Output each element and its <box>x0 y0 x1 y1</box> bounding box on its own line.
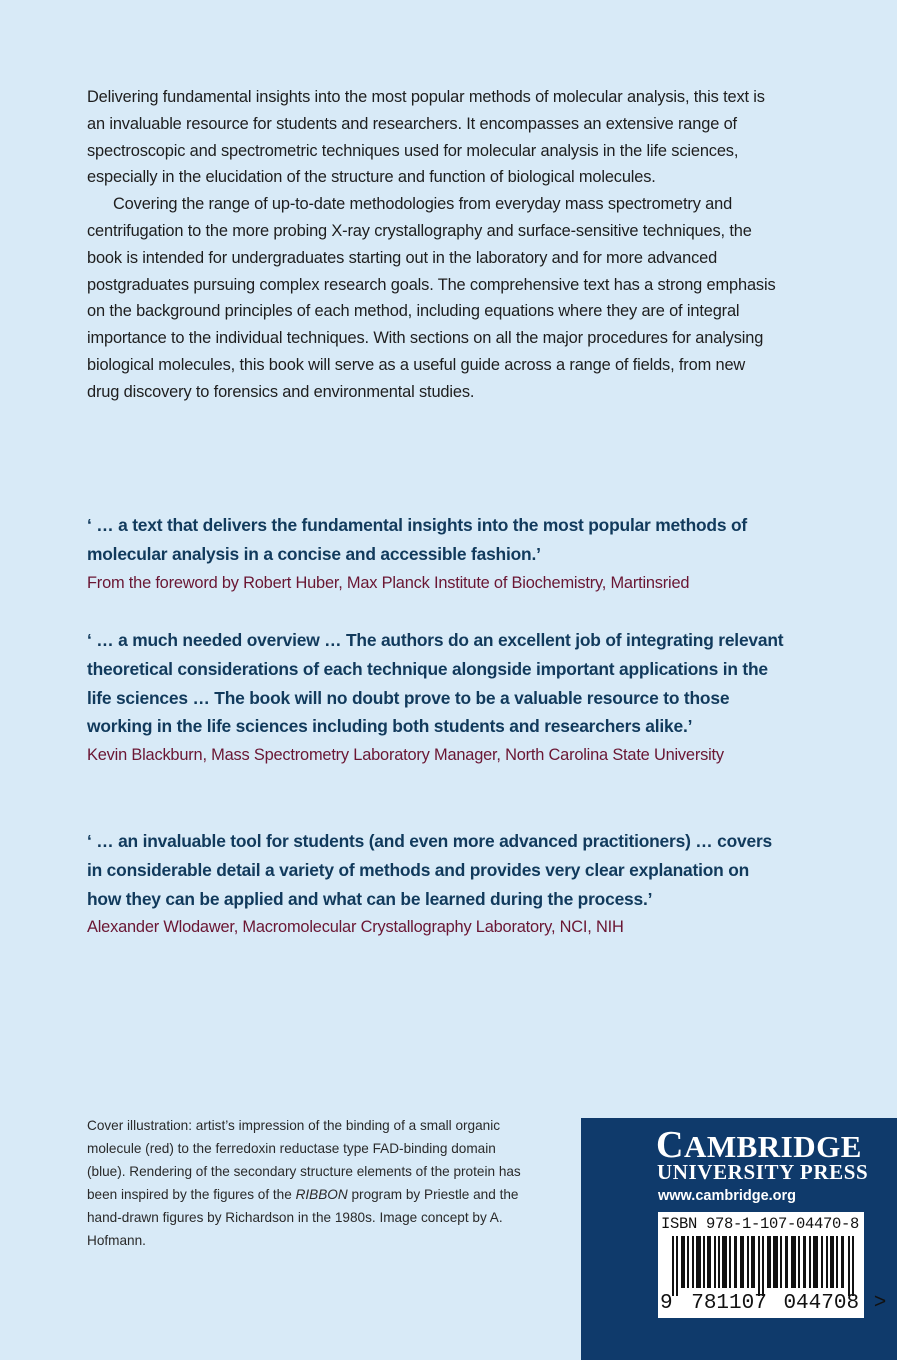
quote-text: ‘ … a text that delivers the fundamental insights into the most popular methods of molecular analysis in a concise and accessible fashion.’ <box>87 515 747 564</box>
caption-italic-program: RIBBON <box>295 1187 348 1202</box>
quote-source: Kevin Blackburn, Mass Spectrometry Laboratory Manager, North Carolina State University <box>87 746 724 765</box>
review-quote-blackburn <box>87 626 787 769</box>
review-quote-wlodawer <box>87 827 787 941</box>
isbn-label: ISBN 978-1-107-04470-8 <box>661 1215 860 1233</box>
quote-source: Alexander Wlodawer, Macromolecular Crystallography Laboratory, NCI, NIH <box>87 918 624 937</box>
review-quote-huber <box>87 511 787 597</box>
publisher-url: www.cambridge.org <box>658 1188 797 1204</box>
publisher-logo-subtitle: UNIVERSITY PRESS <box>657 1160 869 1184</box>
publisher-block <box>581 1118 897 1360</box>
description-paragraph-2: Covering the range of up-to-date methodologies from everyday mass spectrometry and centrifugation to the more probing X-ray crystallography and surface-sensitive techniques, the book is intended for undergraduates starting out in the laboratory and for more advanced postgraduates pursuing complex research goals. The comprehensive text has a strong emphasis on the background principles of each method, including equations where they are of integral importance to the individual techniques. With sections on all the major procedures for analysing biological molecules, this book will serve as a useful guide across a range of fields, from new drug discovery to forensics and environmental studies. <box>87 195 776 401</box>
caption-text-part2: program by Priestle and the hand-drawn figures by Richardson in the 1980s. Image concept by A. Hofmann. <box>87 1187 519 1248</box>
cover-illustration-caption <box>87 1114 537 1252</box>
description-paragraph-1: Delivering fundamental insights into the most popular methods of molecular analysis, this text is an invaluable resource for students and researchers. It encompasses an extensive range of spectroscopic and spectrometric techniques used for molecular analysis in the life sciences, especially in the elucidation of the structure and function of biological molecules. <box>87 88 765 187</box>
barcode-bars-icon <box>670 1236 856 1296</box>
caption-text-part1: Cover illustration: artist’s impression of the binding of a small organic molecule (red) to the ferredoxin reductase type FAD-binding domain (blue). Rendering of the secondary structure elements of the protein has been inspired by the figures of the <box>87 1118 521 1202</box>
publisher-logo-name: CAMBRIDGE <box>656 1124 862 1166</box>
quote-text: ‘ … a much needed overview … The authors do an excellent job of integrating relevant theoretical considerations of each technique alongside important applications in the life sciences … The book will no doubt prove to be a valuable resource to those working in the life sciences including both students and researchers alike.’ <box>87 630 784 737</box>
book-description <box>87 84 777 406</box>
quote-text: ‘ … an invaluable tool for students (and even more advanced practitioners) … covers in considerable detail a variety of methods and provides very clear explanation on how they can be applied and what can be learned during the process.’ <box>87 831 772 909</box>
quote-source: From the foreword by Robert Huber, Max Planck Institute of Biochemistry, Martinsried <box>87 573 690 592</box>
isbn-barcode <box>658 1212 887 1318</box>
ean-digits: 9 781107 044708 > <box>660 1292 887 1315</box>
